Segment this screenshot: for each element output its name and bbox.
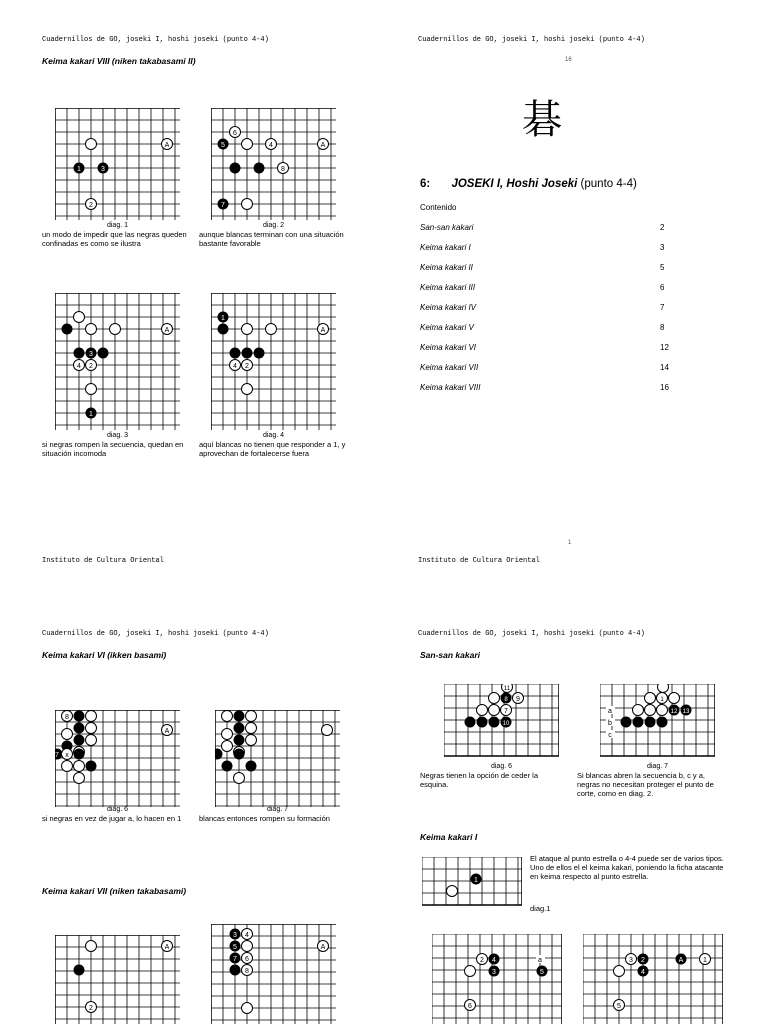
go-diagram-7 [215,710,340,807]
toc-entry [420,283,670,292]
svg-text:6: 6 [468,1003,472,1010]
svg-text:3: 3 [629,957,633,964]
toc-entry-title: Keima kakari III [420,283,476,292]
svg-text:8: 8 [65,714,69,721]
diagram-caption: Si blancas abren la secuencia b, c y a, negras no necesitan proteger el punto de corte, como en diag. 2. [577,771,714,798]
toc-entry-page: 2 [660,223,665,232]
svg-text:1: 1 [660,697,664,703]
go-kanji-logo: 碁 [522,97,562,143]
toc-entry [420,243,670,252]
svg-text:x: x [65,752,69,759]
svg-text:1: 1 [703,957,707,964]
svg-text:1: 1 [89,411,93,418]
diagram-caption: un modo de impedir que las negras queden confinadas es como se ilustra [42,230,187,248]
go-diagram-2 [211,108,336,220]
toc-entry [420,303,670,312]
title-number: 6: [420,178,431,190]
toc-entry-title: Keima kakari V [420,323,474,332]
contents-label: Contenido [420,203,457,212]
go-diagram-4 [211,293,336,430]
svg-text:9: 9 [516,696,520,703]
svg-text:A: A [164,944,170,951]
title-main: JOSEKI I, Hoshi Joseki [451,178,578,190]
svg-text:4: 4 [233,363,237,370]
svg-text:A: A [678,957,684,964]
diagram-label: diag. 2 [262,222,285,229]
diagram-caption: aquí blancas no tienen que responder a 1, y aprovechan de fortalecerse fuera [199,440,346,458]
svg-text:4: 4 [77,363,81,370]
diagram-label: diag. 6 [106,806,129,813]
table-of-contents [420,223,680,403]
toc-entry-title: Keima kakari VI [420,343,477,352]
svg-text:3: 3 [492,969,496,976]
svg-text:3: 3 [89,351,93,358]
diagram-caption: aunque blancas terminan con una situación bastante favorable [199,230,344,248]
section-heading: Keima kakari VII (niken takabasami) [42,886,187,896]
svg-text:8: 8 [281,166,285,173]
diagram-label: diag. 7 [266,806,289,813]
svg-text:a: a [608,708,612,715]
svg-text:7: 7 [221,202,225,209]
svg-text:7: 7 [55,752,59,759]
svg-text:A: A [164,728,170,735]
page-number: 16 [565,57,572,63]
go-diagram-6 [55,710,180,807]
toc-entry-title: San-san kakari [420,223,474,232]
toc-entry-page: 14 [660,363,669,372]
diagram-label: diag. 1 [106,222,129,229]
page-header: Cuadernillos de GO, joseki I, hoshi joseki (punto 4-4) [418,630,645,638]
svg-text:3: 3 [233,932,237,939]
section-heading: San-san kakari [420,650,481,660]
go-diagram-keima-2 [432,934,562,1024]
section-heading: Keima kakari I [420,832,478,842]
svg-text:2: 2 [480,957,484,964]
svg-text:1: 1 [474,877,478,884]
page-title [420,178,637,190]
diagram-caption: Negras tienen la opción de ceder la esquina. [420,771,538,789]
toc-entry [420,223,670,232]
page-footer: Instituto de Cultura Oriental [418,557,540,565]
svg-text:A: A [164,142,170,149]
svg-text:4: 4 [269,142,273,149]
svg-text:5: 5 [540,969,544,976]
svg-text:a: a [538,957,542,964]
toc-entry-page: 8 [660,323,665,332]
title-sub: (punto 4-4) [580,178,637,190]
svg-text:7: 7 [504,708,508,715]
toc-entry-page: 5 [660,263,665,272]
svg-text:6: 6 [245,956,249,963]
go-diagram-vii-1 [55,935,180,1024]
svg-text:2: 2 [89,202,93,209]
toc-entry-title: Keima kakari II [420,263,473,272]
svg-text:3: 3 [101,166,105,173]
svg-text:13: 13 [682,709,690,715]
toc-entry [420,383,670,392]
svg-text:2: 2 [89,363,93,370]
go-diagram-keima-3 [583,934,723,1024]
toc-entry [420,343,670,352]
diagram-caption: blancas entonces rompen su formación [199,814,330,823]
diagram-label: diag. 7 [646,763,669,770]
svg-text:b: b [608,720,612,727]
intro-paragraph: El ataque al punto estrella o 4-4 puede ser de varios tipos. Uno de ellos el el keima kakari, poniendo la ficha atacante en keima respecto al punto estrella. [530,854,724,881]
svg-text:4: 4 [492,957,496,964]
svg-text:5: 5 [617,1003,621,1010]
svg-text:10: 10 [502,721,510,727]
svg-text:4: 4 [245,932,249,939]
go-diagram-san-san-6 [444,684,559,762]
diagram-label: diag. 6 [490,763,513,770]
svg-text:4: 4 [641,969,645,976]
toc-entry-page: 7 [660,303,665,312]
svg-text:A: A [320,142,326,149]
diagram-caption: si negras rompen la secuencia, quedan en situación incomoda [42,440,184,458]
toc-entry-page: 3 [660,243,665,252]
svg-text:11: 11 [503,686,511,692]
section-heading: Keima kakari VIII (niken takabasami II) [42,56,196,66]
go-diagram-vii-2 [211,924,336,1024]
go-diagram-3 [55,293,180,430]
toc-entry-title: Keima kakari IV [420,303,477,312]
svg-text:2: 2 [641,957,645,964]
toc-entry-title: Keima kakari VII [420,363,479,372]
svg-text:A: A [164,327,170,334]
toc-entry-page: 12 [660,343,669,352]
svg-text:2: 2 [89,1005,93,1012]
toc-entry [420,263,670,272]
diagram-label: diag. 4 [262,432,285,439]
page-number: 1 [568,540,572,546]
go-diagram-keima-1 [422,857,522,912]
toc-entry-title: Keima kakari I [420,243,471,252]
page-header: Cuadernillos de GO, joseki I, hoshi joseki (punto 4-4) [418,36,645,44]
toc-entry [420,363,670,372]
page-header: Cuadernillos de GO, joseki I, hoshi joseki (punto 4-4) [42,630,269,638]
svg-text:8: 8 [504,697,508,703]
svg-text:12: 12 [670,709,678,715]
svg-text:6: 6 [233,130,237,137]
svg-text:5: 5 [221,142,225,149]
diagram-label: diag. 3 [106,432,129,439]
go-diagram-san-san-7 [600,684,715,762]
toc-entry-title: Keima kakari VIII [420,383,481,392]
section-heading: Keima kakari VI (ikken basami) [42,650,167,660]
svg-text:7: 7 [233,956,237,963]
svg-text:1: 1 [77,166,81,173]
svg-text:5: 5 [233,944,237,951]
toc-entry-page: 6 [660,283,665,292]
toc-entry [420,323,670,332]
svg-text:2: 2 [245,363,249,370]
toc-entry-page: 16 [660,383,669,392]
page-footer: Instituto de Cultura Oriental [42,557,164,565]
svg-text:A: A [320,944,326,951]
diagram-caption: si negras en vez de jugar a, lo hacen en 1 [42,814,182,823]
go-diagram-1 [55,108,180,220]
svg-text:c: c [608,732,612,739]
svg-text:A: A [320,327,326,334]
svg-text:8: 8 [245,968,249,975]
page-header: Cuadernillos de GO, joseki I, hoshi joseki (punto 4-4) [42,36,269,44]
svg-text:1: 1 [221,315,225,322]
diagram-label: diag.1 [530,904,551,913]
